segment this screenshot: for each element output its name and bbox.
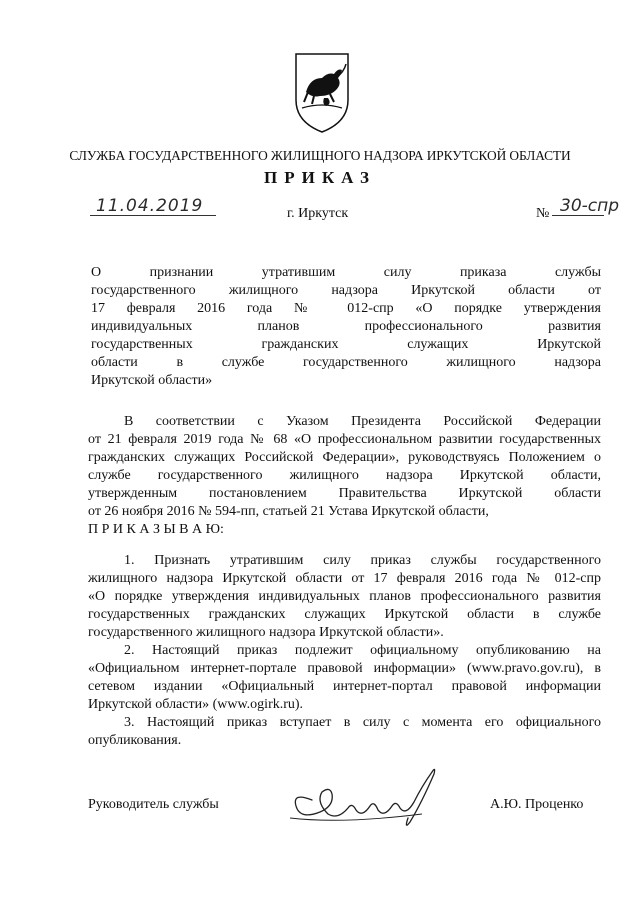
preamble-line: гражданских служащих Российской Федерации», руководствуясь Положением о — [88, 450, 601, 465]
point-line: 3. Настоящий приказ вступает в силу с момента его официального — [124, 715, 601, 730]
subject-line: Иркутской области» — [91, 373, 213, 388]
handwritten-number: 30-спр — [560, 196, 620, 216]
point-line: «Официальном интернет-портале правовой информации» (www.pravo.gov.ru), в — [88, 661, 601, 676]
point-line: «О порядке утверждения индивидуальных планов профессионального развития — [88, 589, 601, 604]
order-keyword: П Р И К А З Ы В А Ю: — [88, 522, 224, 537]
organization-name: СЛУЖБА ГОСУДАРСТВЕННОГО ЖИЛИЩНОГО НАДЗОРА ИРКУТСКОЙ ОБЛАСТИ — [69, 148, 571, 163]
point-line: 1. Признать утратившим силу приказ службы государственного — [124, 553, 601, 568]
city: г. Иркутск — [287, 206, 349, 221]
date-underline — [90, 215, 216, 216]
order-point-1 — [88, 552, 601, 642]
handwritten-date: 11.04.2019 — [96, 196, 204, 216]
subject-line: индивидуальных планов профессионального развития — [91, 319, 601, 334]
subject-line: О признании утратившим силу приказа службы — [91, 265, 601, 280]
number-label: № — [536, 206, 550, 221]
preamble-line: службе государственного жилищного надзора Иркутской области, — [88, 468, 601, 483]
subject-line: 17 февраля 2016 года № 012-спр «О порядке утверждения — [91, 301, 601, 316]
number-underline — [552, 215, 604, 216]
document-subject — [91, 264, 601, 390]
signatory-position: Руководитель службы — [88, 797, 219, 812]
preamble-line: от 21 февраля 2019 года № 68 «О профессиональном развитии государственных — [88, 432, 601, 447]
subject-line: государственного жилищного надзора Иркутской области от — [91, 283, 601, 298]
preamble-line: утвержденным постановлением Правительства Иркутской области — [88, 486, 601, 501]
subject-line: области в службе государственного жилищного надзора — [91, 355, 601, 370]
coat-of-arms-icon — [292, 48, 352, 136]
signatory-name: А.Ю. Проценко — [490, 797, 584, 812]
preamble-line: от 26 ноября 2016 № 594-пп, статьей 21 Устава Иркутской области, — [88, 504, 489, 519]
order-point-2 — [88, 642, 601, 714]
point-line: опубликования. — [88, 733, 182, 748]
preamble-line: В соответствии с Указом Президента Российской Федерации — [124, 414, 601, 429]
subject-line: государственных гражданских служащих Иркутской — [91, 337, 601, 352]
point-line: жилищного надзора Иркутской области от 17 февраля 2016 года № 012-спр — [88, 571, 601, 586]
preamble — [88, 413, 601, 539]
document-type: ПРИКАЗ — [264, 168, 376, 187]
order-point-3 — [88, 714, 601, 750]
handwritten-signature — [282, 762, 452, 832]
point-line: Иркутской области» (www.ogirk.ru). — [88, 697, 304, 712]
point-line: сетевом издании «Официальный интернет-портал правовой информации — [88, 679, 601, 694]
point-line: государственных гражданских служащих Иркутской области в службе — [88, 607, 601, 622]
point-line: 2. Настоящий приказ подлежит официальному опубликованию на — [124, 643, 601, 658]
point-line: государственного жилищного надзора Иркутской области». — [88, 625, 444, 640]
